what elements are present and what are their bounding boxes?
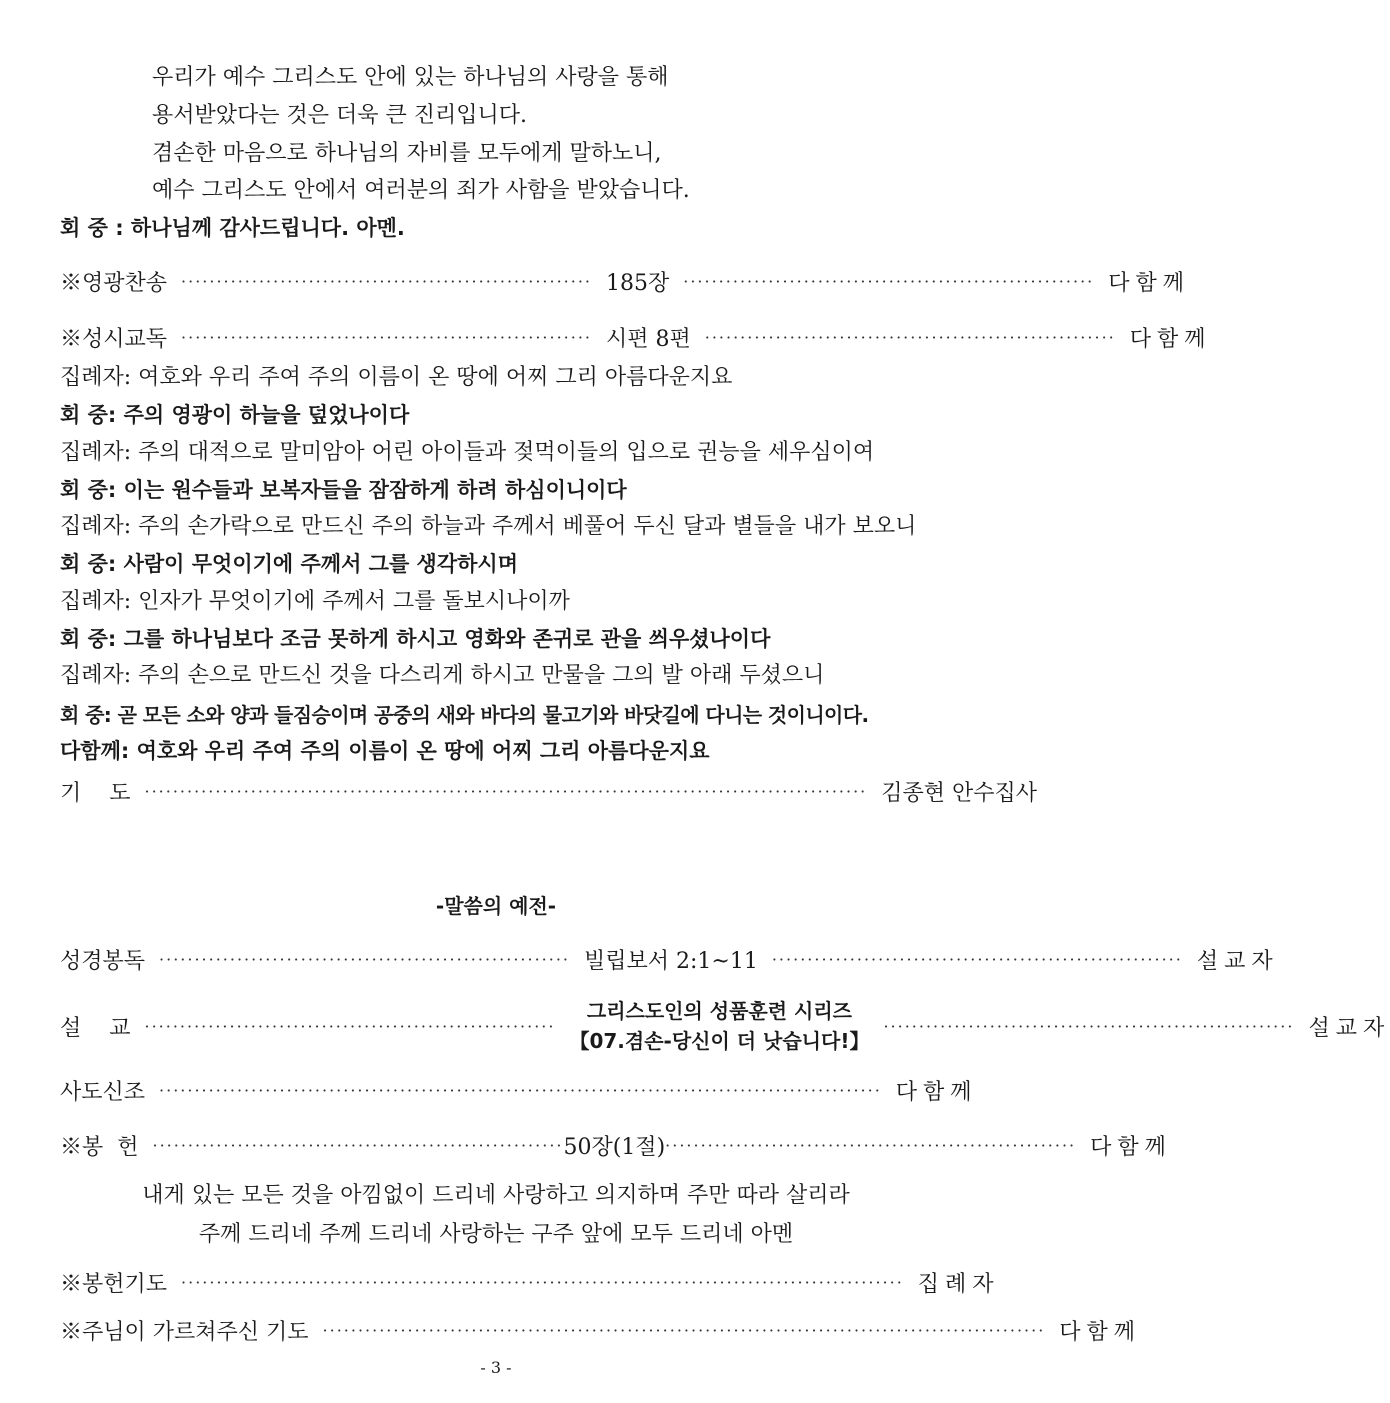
hymn-line-2: 주께 드리네 주께 드리네 사랑하는 구주 앞에 모두 드리네 아멘 <box>198 1222 794 1247</box>
leader-dots: ······································································································ <box>181 1272 904 1292</box>
order-right: 다함께 <box>1059 1319 1142 1345</box>
reading-line: 회 중: 이는 원수들과 보복자들을 잠잠하게 하려 하심이니이다 <box>60 478 627 502</box>
leader-dots: ·························································· <box>181 327 592 347</box>
order-item-prayer <box>60 774 1038 808</box>
reading-line: 회 중: 곧 모든 소와 양과 들짐승이며 공중의 새와 바다의 물고기와 바닷길에 다니는 것이니이다. <box>60 703 869 727</box>
order-right: 설교자 <box>1308 1015 1390 1041</box>
leader-dots: ·························································· <box>181 271 592 291</box>
order-item-sermon <box>60 994 1390 1058</box>
page-number: - 3 - <box>480 1358 512 1377</box>
hymn-line-1: 내게 있는 모든 것을 아낌없이 드리네 사랑하고 의지하며 주만 따라 살리라 <box>142 1183 850 1208</box>
leader-dots: ·························································· <box>159 949 570 969</box>
order-right: 설교자 <box>1196 948 1279 974</box>
order-label: 사도신조 <box>60 1079 146 1105</box>
leader-dots: ·························································· <box>144 1016 556 1036</box>
order-right: 다함께 <box>1090 1134 1172 1160</box>
reading-line: 회 중: 사람이 무엇이기에 주께서 그를 생각하시며 <box>60 552 518 576</box>
order-right: 집례자 <box>917 1271 1000 1297</box>
leader-dots: ·························································· <box>883 1016 1295 1036</box>
order-label: ※봉 헌 <box>60 1134 139 1160</box>
reading-line: 회 중: 주의 영광이 하늘을 덮었나이다 <box>60 403 410 427</box>
order-right: 김종현 안수집사 <box>881 780 1038 806</box>
opening-line-3: 겸손한 마음으로 하나님의 자비를 모두에게 말하노니, <box>152 141 662 166</box>
leader-dots: ······································································································ <box>159 1080 882 1100</box>
order-item-offering-prayer <box>60 1265 1000 1299</box>
order-item-creed <box>60 1073 978 1107</box>
leader-dots: ······································································································ <box>144 781 868 801</box>
reading-line: 집례자: 주의 대적으로 말미암아 어린 아이들과 젖먹이들의 입으로 권능을 세우심이여 <box>60 440 875 465</box>
order-label: 설 교 <box>60 1015 131 1041</box>
order-label: ※영광찬송 <box>60 270 168 296</box>
reading-line: 집례자: 주의 손으로 만드신 것을 다스리게 하시고 만물을 그의 발 아래 두셨으니 <box>60 663 825 688</box>
order-label: ※봉헌기도 <box>60 1271 168 1297</box>
reading-line: 집례자: 여호와 우리 주여 주의 이름이 온 땅에 어찌 그리 아름다운지요 <box>60 365 733 390</box>
leader-dots: ·························································· <box>771 949 1183 969</box>
order-label: 기 도 <box>60 780 131 806</box>
sermon-title <box>569 996 869 1056</box>
opening-line-4: 예수 그리스도 안에서 여러분의 죄가 사함을 받았습니다. <box>152 178 690 203</box>
sermon-subtitle: 【07.겸손-당신이 더 낫습니다!】 <box>569 1029 870 1053</box>
order-label: 성경봉독 <box>60 948 146 974</box>
order-item-psalm <box>60 320 1212 354</box>
leader-dots: ······································································································ <box>322 1320 1046 1340</box>
order-label: ※주님이 가르쳐주신 기도 <box>60 1319 309 1345</box>
reading-line: 다함께: 여호와 우리 주여 주의 이름이 온 땅에 어찌 그리 아름다운지요 <box>60 739 710 763</box>
order-middle: 시편 8편 <box>606 326 691 352</box>
order-item-lords-prayer <box>60 1313 1142 1347</box>
opening-line-2: 용서받았다는 것은 더욱 큰 진리입니다. <box>152 103 527 128</box>
reading-line: 회 중: 그를 하나님보다 조금 못하게 하시고 영화와 존귀로 관을 씌우셨나이다 <box>60 627 771 651</box>
order-item-offering <box>60 1128 1172 1162</box>
order-label: ※성시교독 <box>60 326 168 352</box>
section-title: -말씀의 예전- <box>435 894 557 918</box>
order-middle: 50장(1절) <box>563 1134 666 1160</box>
order-item-hymn <box>60 264 1190 298</box>
opening-line-1: 우리가 예수 그리스도 안에 있는 하나님의 사랑을 통해 <box>152 65 669 90</box>
order-right: 다함께 <box>1108 270 1190 296</box>
leader-dots: ·························································· <box>704 327 1116 347</box>
leader-dots: ·························································· <box>683 271 1095 291</box>
order-middle: 빌립보서 2:1~11 <box>584 948 758 974</box>
reading-line: 집례자: 인자가 무엇이기에 주께서 그를 돌보시나이까 <box>60 589 570 614</box>
order-item-scripture <box>60 942 1279 976</box>
order-middle: 185장 <box>606 270 670 296</box>
order-right: 다함께 <box>895 1079 978 1105</box>
leader-dots: ·························································· <box>665 1135 1077 1155</box>
sermon-series: 그리스도인의 성품훈련 시리즈 <box>586 999 852 1023</box>
leader-dots: ·························································· <box>152 1135 564 1155</box>
reading-line: 집례자: 주의 손가락으로 만드신 주의 하늘과 주께서 베풀어 두신 달과 별들을 내가 보오니 <box>60 514 917 539</box>
opening-response: 회 중 : 하나님께 감사드립니다. 아멘. <box>60 216 405 240</box>
order-right: 다함께 <box>1129 326 1212 352</box>
